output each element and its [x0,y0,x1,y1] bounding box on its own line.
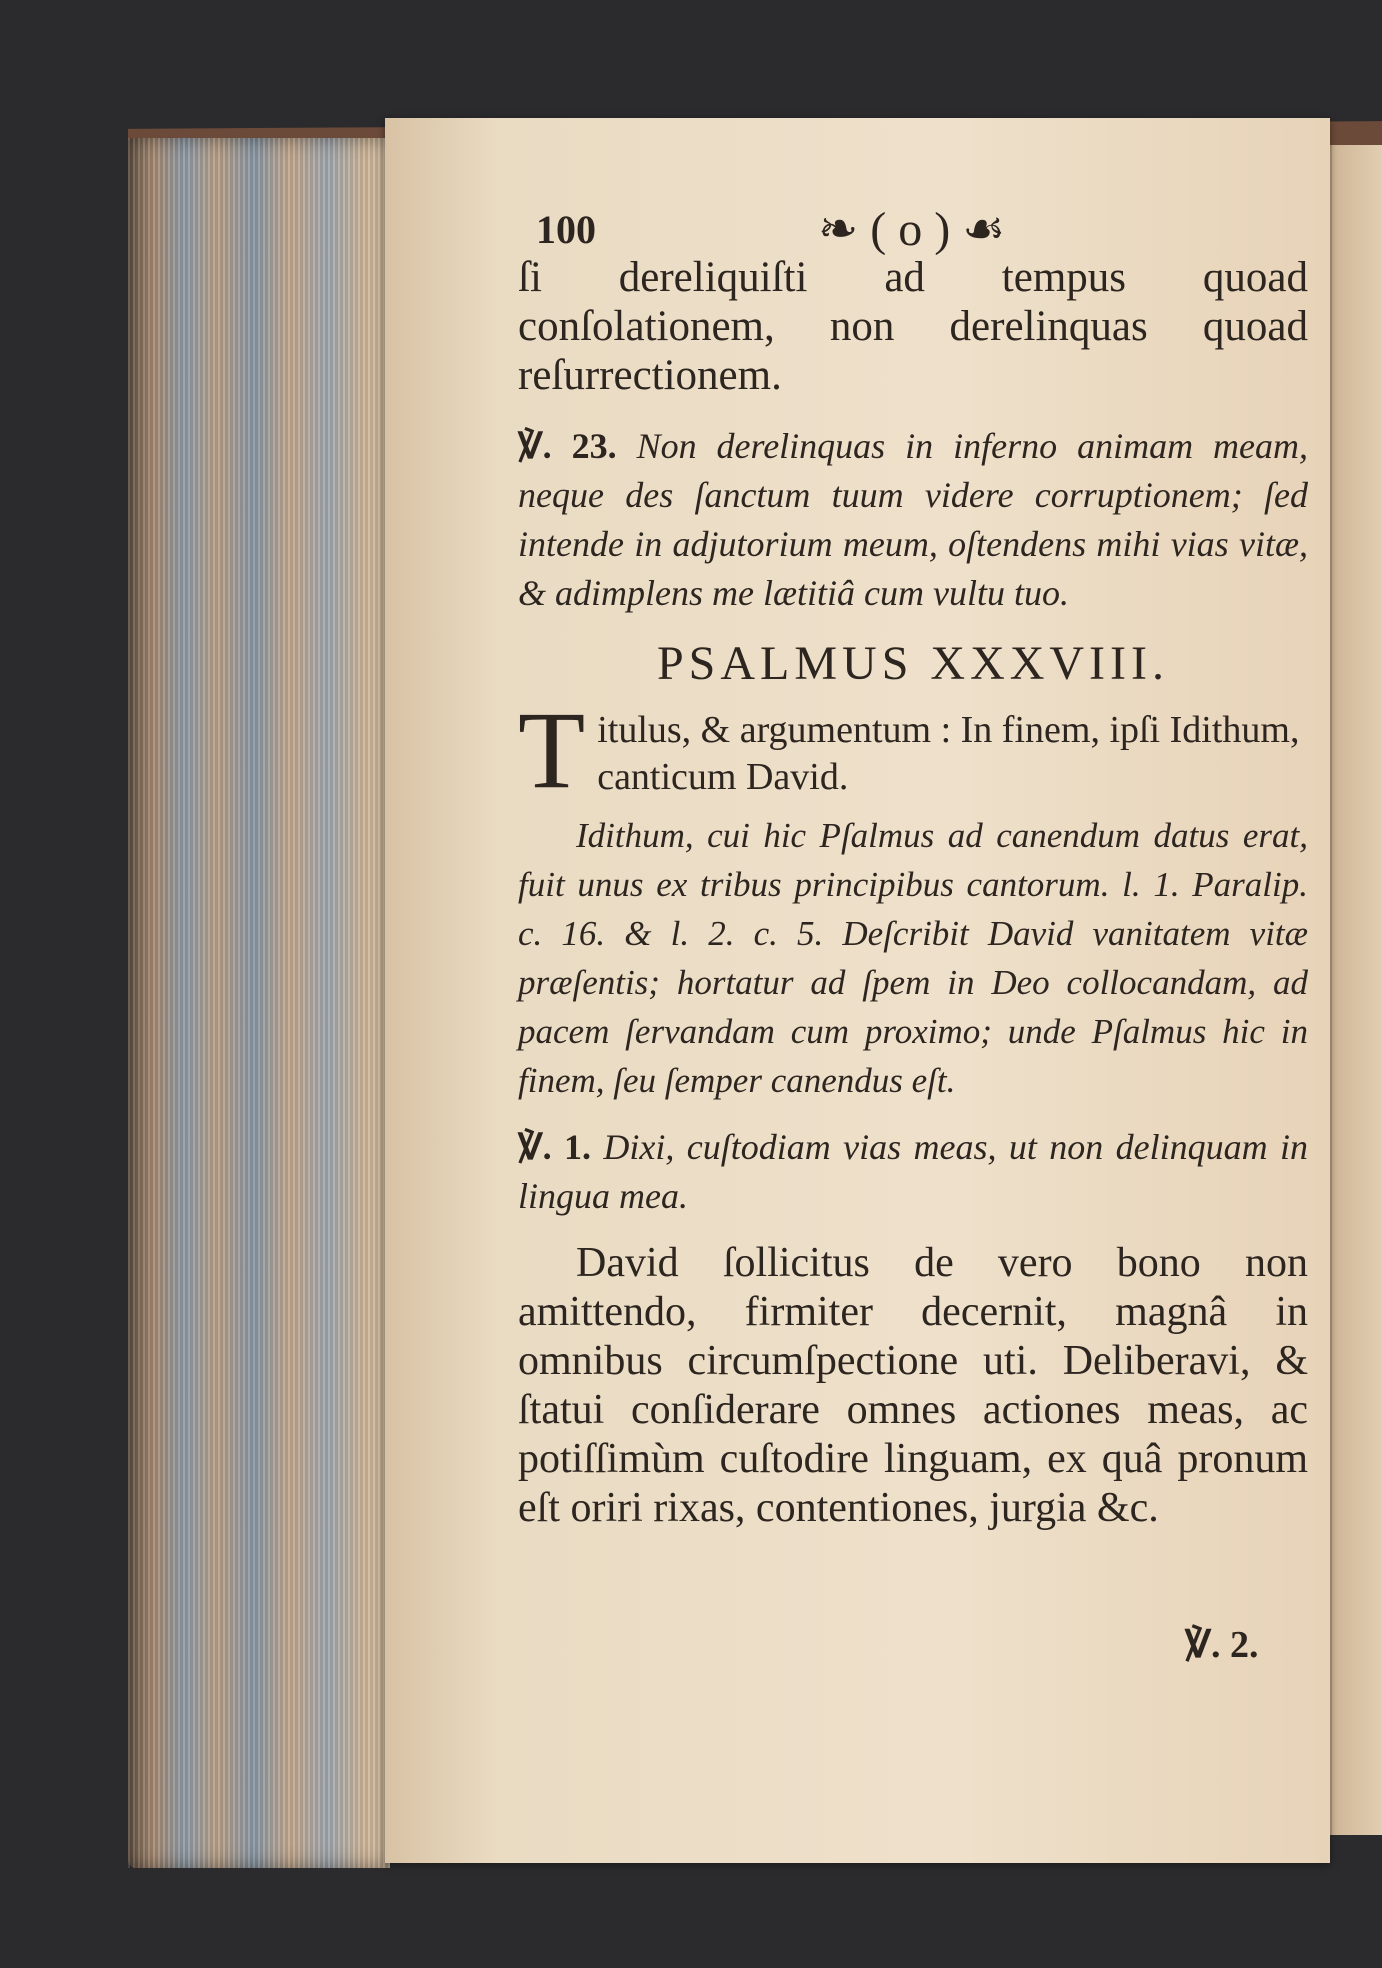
running-header [518,195,1308,256]
verse-1 [518,1123,1308,1221]
versicle-mark: ℣. [518,426,552,466]
verse-number: 1. [564,1127,592,1167]
titulus-paragraph [518,689,1308,811]
continuation-text: ſi dereliquiſti ad tempus quoad conſolationem, non derelinquas quoad reſurrectionem. [518,254,1308,399]
commentary-text: David ſollicitus de vero bono non amittendo, firmiter decernit, magnâ in omnibus circumſpectione uti. Deliberavi, & ſtatui conſiderare omnes actiones meas, ac potiſſimùm cuſtodire linguam, ex quâ pronum eſt oriri rixas, contentiones, jurgia &c. [518,1240,1308,1531]
verse-23 [518,422,1308,618]
verse-number: 23. [571,426,617,466]
verse-text: Dixi, cuſtodiam vias meas, ut non delinquam in lingua mea. [518,1127,1309,1216]
page-number: 100 [536,207,596,252]
titulus-text: itulus, & argumentum : In finem, ipſi Idithum, canticum David. [597,709,1300,798]
catchword: ℣. 2. [1185,1624,1259,1666]
header-ornament: ❧ ( o ) ☙ [818,203,1006,256]
verse-text: Non derelinquas in inferno animam meam, neque des ſanctum tuum videre corruptionem; ſed intende in adjutorium meum, oſtendens mihi vias vitæ, & adimplens me lætitiâ cum vultu tuo. [518,426,1309,613]
page-text [518,195,1308,1533]
facing-page-edge [1330,145,1382,1835]
psalm-note: Idithum, cui hic Pſalmus ad canendum datus erat, fuit unus ex tribus principibus cantorum. l. 1. Paralip. c. 16. & l. 2. c. 5. Deſcribit David vanitatem vitæ præſentis; hortatur ad ſpem in Deo collocandam, ad pacem ſervandam cum proximo; unde Pſalmus hic in finem, ſeu ſemper canendus eſt. [518,816,1308,1100]
page-edges [128,138,390,1868]
versicle-mark: ℣. [518,1127,552,1167]
psalm-title: PSALMUS XXXVIII. [656,637,1170,690]
drop-cap: T [518,689,586,811]
